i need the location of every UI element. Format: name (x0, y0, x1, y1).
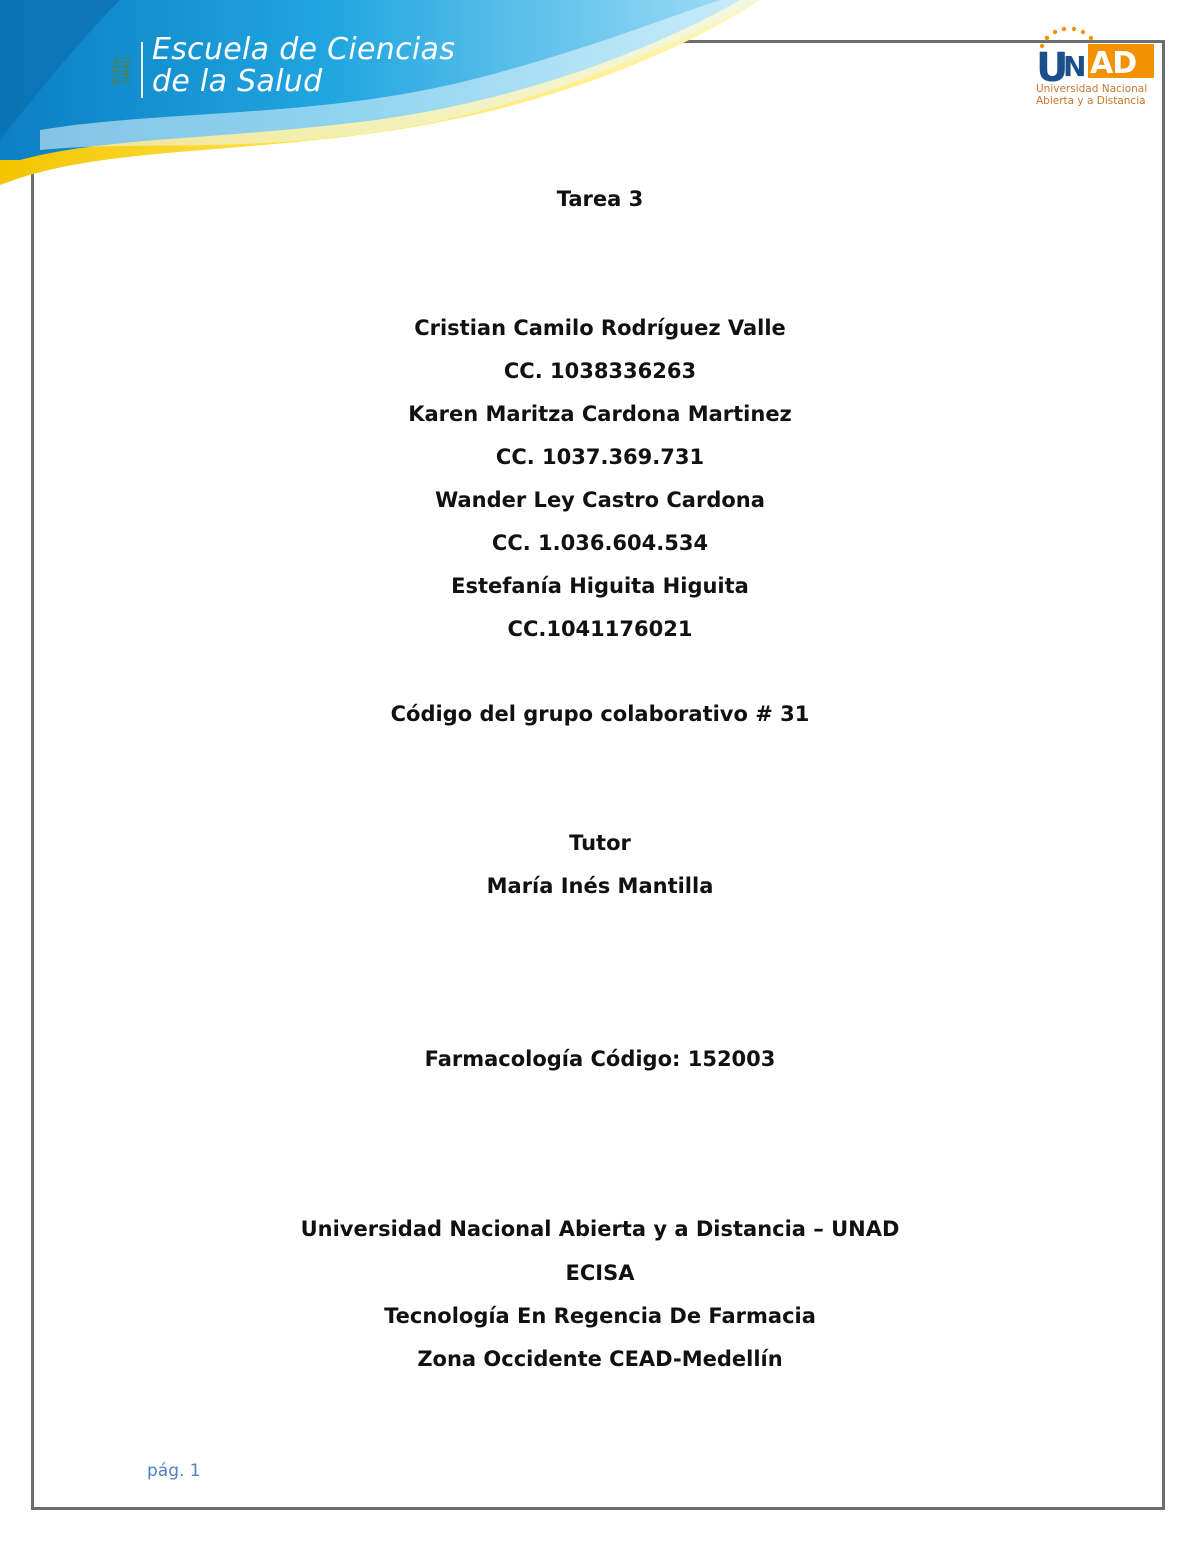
author-name: Cristian Camilo Rodríguez Valle (414, 316, 786, 340)
author-id: CC. 1037.369.731 (495, 445, 705, 469)
tutor-label: Tutor (569, 831, 631, 855)
header-divider (141, 42, 143, 98)
school-acronym: ECISA (565, 1261, 635, 1285)
zone-name: Zona Occidente CEAD-Medellín (417, 1347, 783, 1371)
page-number: pág. 1 (147, 1461, 201, 1481)
logo-subtitle-line2: Abierta y a Distancia (1036, 95, 1146, 107)
course-code: Farmacología Código: 152003 (424, 1047, 776, 1071)
page-border (31, 40, 1165, 1510)
logo-subtitle-line1: Universidad Nacional (1036, 83, 1148, 95)
logo-n-letter: N (1063, 50, 1087, 83)
author-name: Estefanía Higuita Higuita (451, 574, 749, 598)
institution-name: Universidad Nacional Abierta y a Distancia – UNAD (300, 1217, 900, 1241)
program-name: Tecnología En Regencia De Farmacia (384, 1304, 816, 1328)
logo-ad-letters: AD (1090, 46, 1137, 81)
logo-subtitle (1036, 83, 1160, 107)
tutor-name: María Inés Mantilla (486, 874, 714, 898)
author-id: CC.1041176021 (507, 617, 693, 641)
vertical-tag: ECISA-UNAD (112, 55, 132, 85)
document-title: Tarea 3 (556, 187, 644, 211)
author-id: CC. 1038336263 (503, 359, 697, 383)
school-title-line2: de la Salud (152, 64, 323, 99)
author-name: Karen Maritza Cardona Martinez (408, 402, 792, 426)
author-id: CC. 1.036.604.534 (491, 531, 709, 555)
school-title-line1: Escuela de Ciencias (152, 32, 456, 67)
logo-u-letter: U (1036, 45, 1066, 91)
group-code: Código del grupo colaborativo # 31 (390, 702, 810, 726)
author-name: Wander Ley Castro Cardona (435, 488, 765, 512)
school-title (152, 34, 455, 98)
